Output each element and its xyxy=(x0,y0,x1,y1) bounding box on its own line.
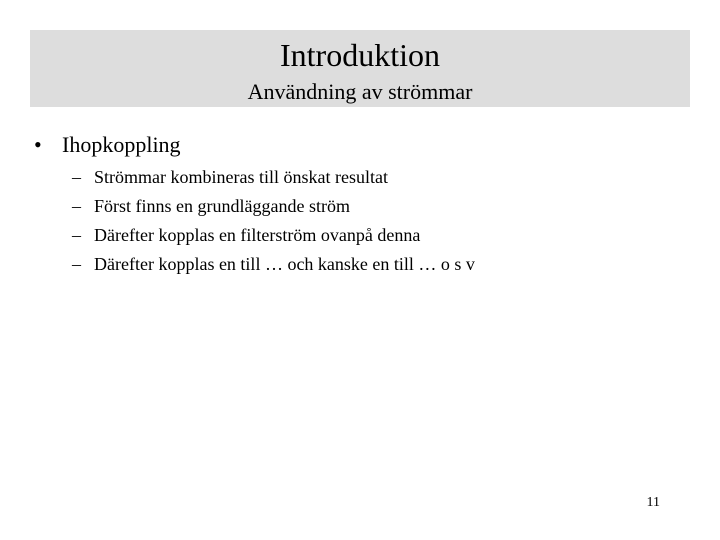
sub-bullet-list xyxy=(72,163,475,279)
sub-bullet-item xyxy=(72,250,475,279)
slide-header xyxy=(30,30,690,107)
bullet-item xyxy=(34,130,181,160)
sub-bullet-text: Därefter kopplas en till … och kanske en till … o s v xyxy=(94,254,475,274)
sub-bullet-text: Strömmar kombineras till önskat resultat xyxy=(94,167,388,187)
page-number: 11 xyxy=(646,495,660,510)
sub-bullet-item xyxy=(72,221,475,250)
bullet-text: Ihopkoppling xyxy=(62,132,181,157)
dash-marker: – xyxy=(72,196,81,216)
dash-marker: – xyxy=(72,254,81,274)
sub-bullet-text: Därefter kopplas en filterström ovanpå denna xyxy=(94,225,421,245)
sub-bullet-text: Först finns en grundläggande ström xyxy=(94,196,350,216)
sub-bullet-item xyxy=(72,163,475,192)
sub-bullet-item xyxy=(72,192,475,221)
bullet-marker: • xyxy=(34,132,42,157)
slide-title: Introduktion xyxy=(280,37,440,73)
slide-subtitle: Användning av strömmar xyxy=(247,79,473,104)
dash-marker: – xyxy=(72,225,81,245)
dash-marker: – xyxy=(72,167,81,187)
